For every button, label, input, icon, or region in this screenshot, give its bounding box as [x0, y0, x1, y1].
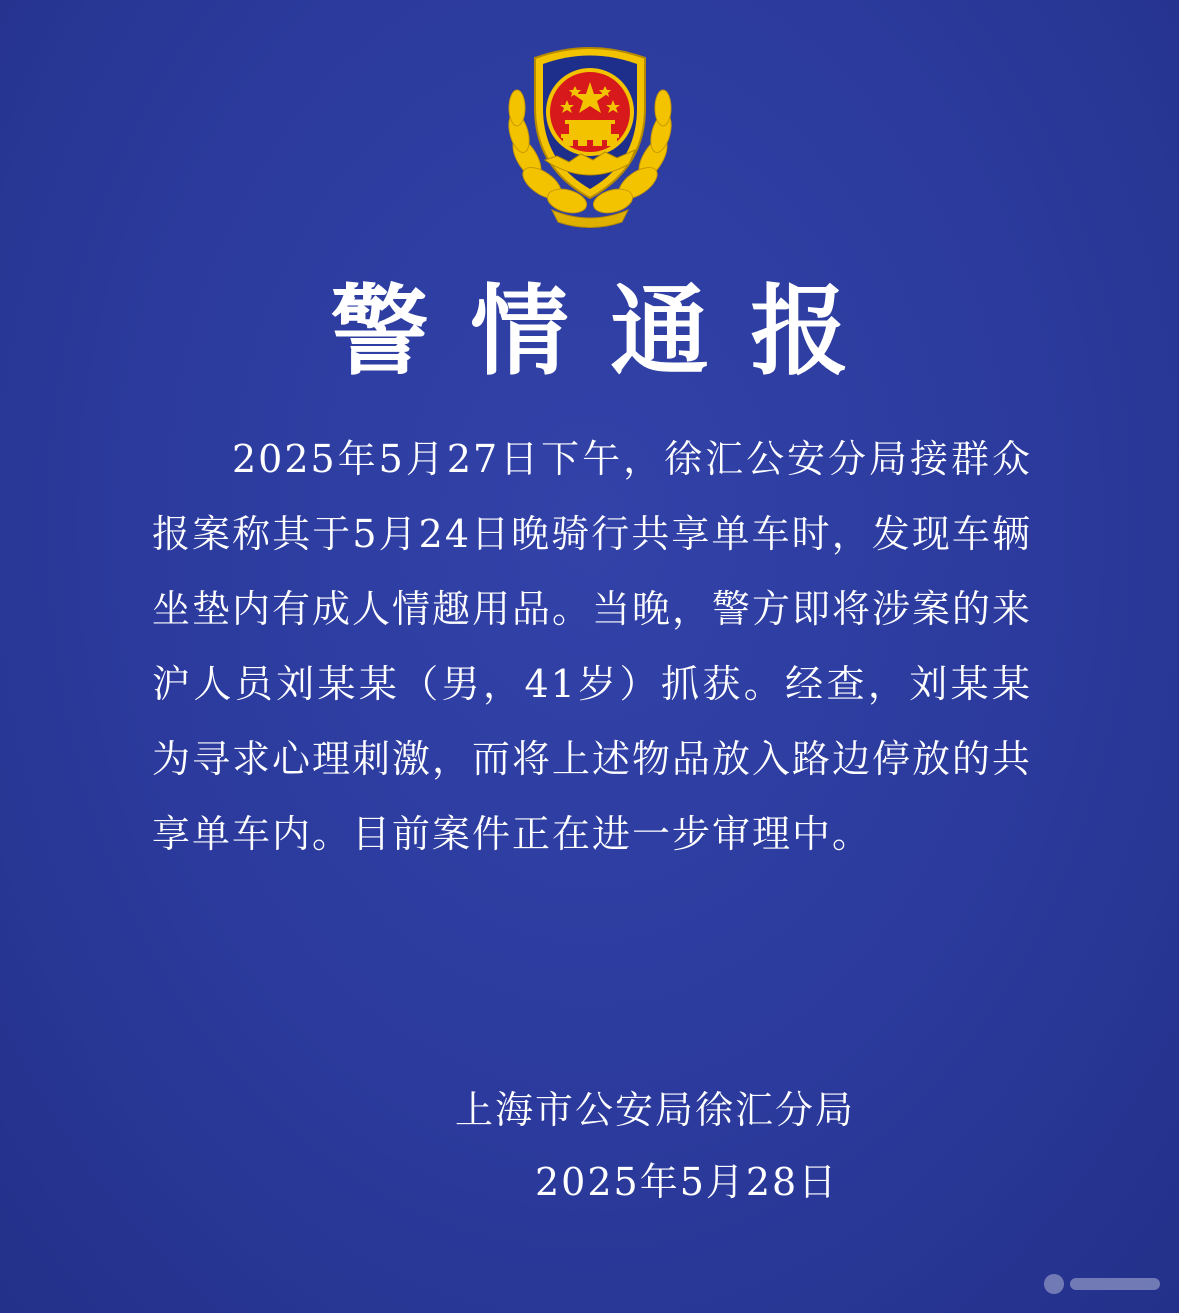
police-emblem-icon: [497, 38, 683, 228]
notice-body: 2025年5月27日下午，徐汇公安分局接群众报案称其于5月24日晚骑行共享单车时，发现车辆坐垫内有成人情趣用品。当晚，警方即将涉案的来沪人员刘某某（男，41岁）抓获。经查，刘某某为寻求心理刺激，而将上述物品放入路边停放的共享单车内。目前案件正在进一步审理中。: [152, 437, 1033, 856]
watermark-icon: [1040, 1270, 1170, 1298]
page-title: 警情通报: [330, 275, 891, 389]
issue-date: 2025年5月28日: [535, 1160, 839, 1204]
issuer-signature: 上海市公安局徐汇分局: [455, 1088, 856, 1132]
